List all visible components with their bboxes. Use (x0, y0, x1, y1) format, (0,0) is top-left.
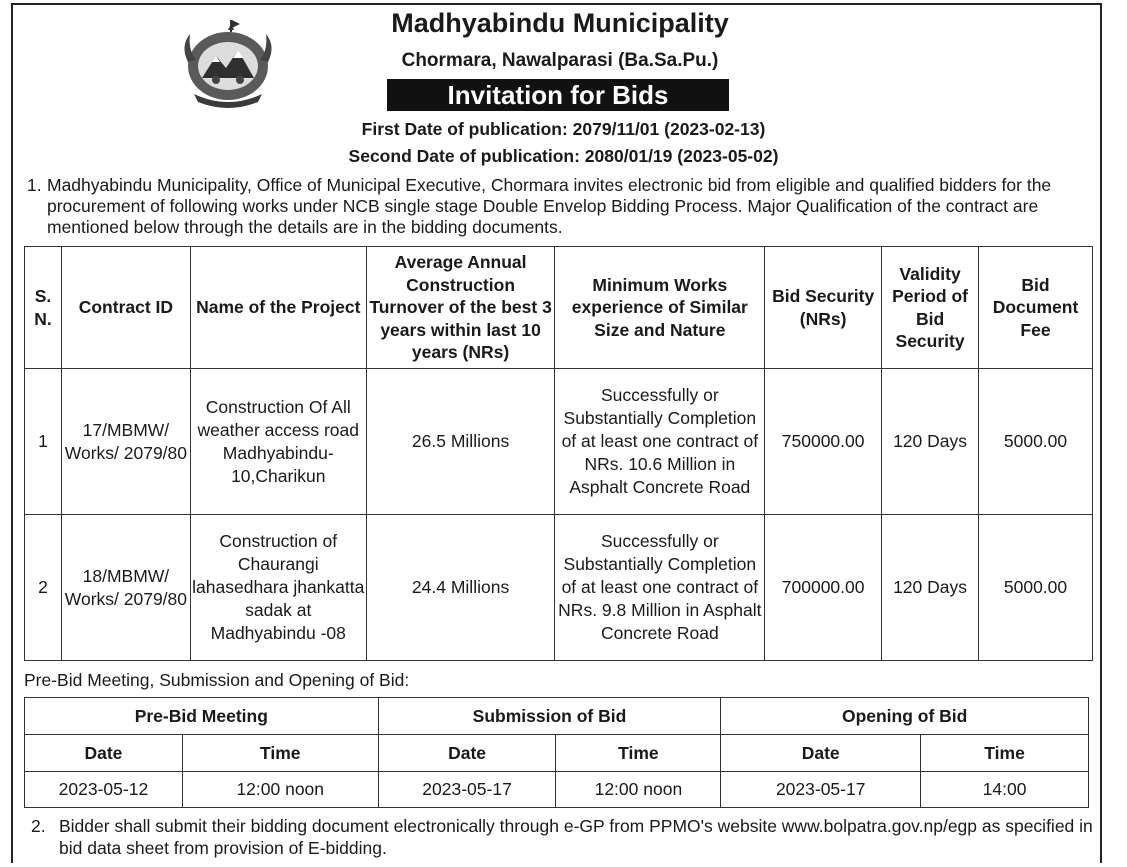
note-number: 2. (31, 816, 46, 836)
submission-time: 12:00 noon (556, 772, 721, 808)
header-experience: Minimum Works experience of Similar Size and Nature (555, 247, 765, 369)
header-bid-security: Bid Security (NRs) (765, 247, 882, 369)
submission-date: 2023-05-17 (378, 772, 556, 808)
header-contract-id: Contract ID (61, 247, 190, 369)
cell-document-fee: 5000.00 (979, 369, 1093, 515)
subheader-time: Time (182, 735, 378, 772)
header-document-fee: Bid Document Fee (979, 247, 1093, 369)
cell-validity: 120 Days (882, 515, 979, 661)
cell-document-fee: 5000.00 (979, 515, 1093, 661)
schedule-label: Pre-Bid Meeting, Submission and Opening of Bid: (24, 670, 410, 690)
cell-sn: 2 (25, 515, 62, 661)
subheader-date: Date (378, 735, 556, 772)
cell-project: Construction Of All weather access road Madhyabindu-10,Charikun (190, 369, 366, 515)
group-opening-of-bid: Opening of Bid (721, 698, 1089, 735)
table-row (25, 369, 1093, 515)
schedule-subheader-row (25, 735, 1089, 772)
cell-turnover: 24.4 Millions (366, 515, 555, 661)
intro-text: Madhyabindu Municipality, Office of Municipal Executive, Chormara invites electronic bid from eligible and qualified bidders for the procurement of following works under NCB single stage Double Envelop Bidding Process. Major Qualification of the contract are mentioned below through the details are in the bidding documents. (47, 175, 1052, 237)
header-validity: Validity Period of Bid Security (882, 247, 979, 369)
cell-turnover: 26.5 Millions (366, 369, 555, 515)
note-text: Bidder shall submit their bidding document electronically through e-GP from PPMO's website www.bolpatra.gov.np/egp as specified in bid data sheet from provision of E-bidding. (59, 816, 1093, 858)
schedule-values-row (25, 772, 1089, 808)
header-turnover: Average Annual Construction Turnover of the best 3 years within last 10 years (NRs) (366, 247, 555, 369)
pre-bid-time: 12:00 noon (182, 772, 378, 808)
subheader-date: Date (25, 735, 183, 772)
cell-bid-security: 700000.00 (765, 515, 882, 661)
cell-project: Construction of Chaurangi lahasedhara jhankatta sadak at Madhyabindu -08 (190, 515, 366, 661)
nepal-emblem-seal (176, 16, 280, 110)
group-submission-of-bid: Submission of Bid (378, 698, 721, 735)
opening-date: 2023-05-17 (721, 772, 921, 808)
schedule-table (24, 697, 1089, 808)
header-project: Name of the Project (190, 247, 366, 369)
organization-address: Chormara, Nawalparasi (Ba.Sa.Pu.) (401, 50, 719, 71)
cell-bid-security: 750000.00 (765, 369, 882, 515)
table-row (25, 515, 1093, 661)
notice-title: Invitation for Bids (387, 79, 729, 111)
group-pre-bid-meeting: Pre-Bid Meeting (25, 698, 379, 735)
cell-sn: 1 (25, 369, 62, 515)
cell-experience: Successfully or Substantially Completion of at least one contract of NRs. 9.8 Million in Asphalt Concrete Road (555, 515, 765, 661)
subheader-time: Time (921, 735, 1089, 772)
second-publication-date: Second Date of publication: 2080/01/19 (2023-05-02) (348, 146, 779, 166)
cell-contract-id: 18/MBMW/ Works/ 2079/80 (61, 515, 190, 661)
organization-name: Madhyabindu Municipality (391, 8, 729, 38)
subheader-time: Time (556, 735, 721, 772)
intro-number: 1. (27, 175, 42, 195)
cell-validity: 120 Days (882, 369, 979, 515)
header-sn: S. N. (25, 247, 62, 369)
bidding-note (31, 815, 1097, 859)
pre-bid-date: 2023-05-12 (25, 772, 183, 808)
cell-contract-id: 17/MBMW/ Works/ 2079/80 (61, 369, 190, 515)
works-table-header (25, 247, 1093, 369)
schedule-group-row (25, 698, 1089, 735)
first-publication-date: First Date of publication: 2079/11/01 (2023-02-13) (361, 119, 766, 139)
works-table (24, 246, 1093, 661)
intro-paragraph (27, 175, 1099, 238)
cell-experience: Successfully or Substantially Completion of at least one contract of NRs. 10.6 Million in Asphalt Concrete Road (555, 369, 765, 515)
opening-time: 14:00 (921, 772, 1089, 808)
subheader-date: Date (721, 735, 921, 772)
